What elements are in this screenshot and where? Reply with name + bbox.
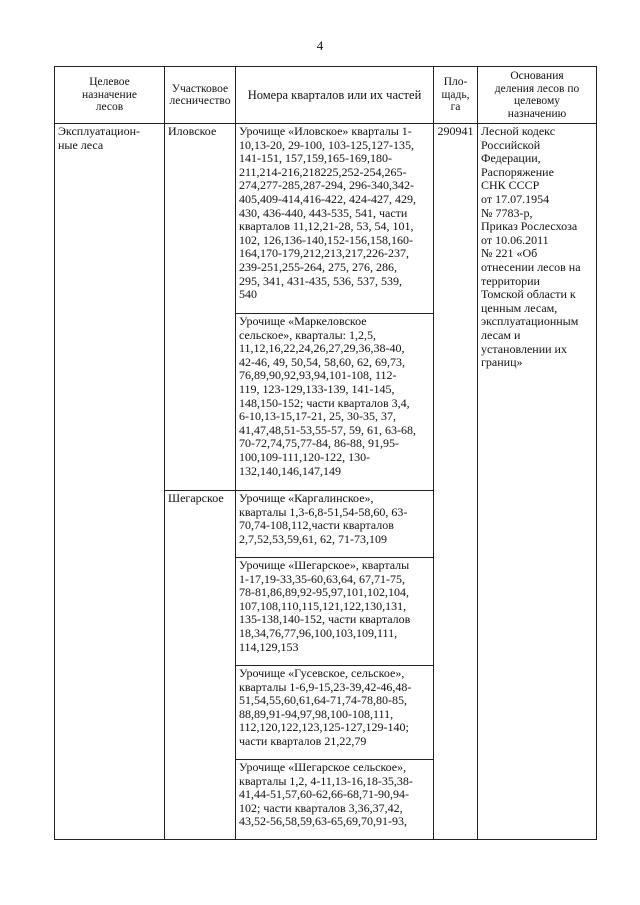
tract-gusevskoe: Урочище «Гусевское, сельское», кварталы 1-6,9-15,23-39,42-46,48- 51,54,55,60,61,64-71,74-78,80-85, 88,89,91-94,97,98,100-108,111, 112,120,122,123,125-127,129-140; части кварталов 21,22,79: [236, 666, 434, 760]
header-district: Участковое лесничество: [165, 67, 236, 124]
basis-cell: Лесной кодекс Российской Федерации, Распоряжение СНК СССР от 17.07.1954 № 7783-р, Приказ Рослесхоза от 10.06.2011 № 221 «Об отнесении лесов на территории Томской области к ценным лесам, эксплуатационным лесам и установлении их границ»: [478, 124, 597, 840]
district-shegarskoe: Шегарское: [165, 491, 236, 840]
table-header-row: [55, 67, 597, 124]
header-quarters: Номера кварталов или их частей: [236, 67, 434, 124]
page-number: 4: [316, 38, 324, 53]
forest-purpose-table: [54, 66, 597, 840]
purpose-cell: Эксплуатацион- ные леса: [55, 124, 165, 840]
district-ilovskoe: Иловское: [165, 124, 236, 491]
tract-kargalinskoe: Урочище «Каргалинское», кварталы 1,3-6,8-51,54-58,60, 63- 70,74-108,112,части кварталов 2,7,52,53,59,61, 62, 71-73,109: [236, 491, 434, 558]
tract-ilovskoe: Урочище «Иловское» кварталы 1- 10,13-20, 29-100, 103-125,127-135, 141-151, 157,159,165-169,180- 211,214-216,218225,252-254,265- 274,277-285,287-294, 296-340,342- 405,409-414,416-422, 424-427, 429, 430, 436-440, 443-535, 541, части кварталов 11,12,21-28, 53, 54, 101, 102, 126,136-140,152-156,158,160- 164,170-179,212,213,217,226-237, 239-251,255-264, 275, 276, 286, 295, 341, 431-435, 536, 537, 539, 540: [236, 124, 434, 314]
table-row: [55, 124, 597, 314]
area-cell: 290941: [434, 124, 478, 840]
tract-shegarskoe-selskoe: Урочище «Шегарское сельское», кварталы 1,2, 4-11,13-16,18-35,38- 41,44-51,57,60-62,66-68,71-90,94- 102; части кварталов 3,36,37,42, 43,52-56,58,59,63-65,69,70,91-93,: [236, 760, 434, 840]
header-purpose: Целевое назначение лесов: [55, 67, 165, 124]
tract-shegarskoe: Урочище «Шегарское», кварталы 1-17,19-33,35-60,63,64, 67,71-75, 78-81,86,89,92-95,97,101,102,104, 107,108,110,115,121,122,130,131, 135-138,140-152, части кварталов 18,34,76,77,96,100,103,109,111, 114,129,153: [236, 558, 434, 666]
header-basis: Основания деления лесов по целевому назначению: [478, 67, 597, 124]
header-area: Пло- щадь, га: [434, 67, 478, 124]
tract-markelovskoe: Урочище «Маркеловское сельское», кварталы: 1,2,5, 11,12,16,22,24,26,27,29,36,38-40, 42-46, 49, 50,54, 58,60, 62, 69,73, 76,89,90,92,93,94,101-108, 112- 119, 123-129,133-139, 141-145, 148,150-152; части кварталов 3,4, 6-10,13-15,17-21, 25, 30-35, 37, 41,47,48,51-53,55-57, 59, 61, 63-68, 70-72,74,75,77-84, 86-88, 91,95- 100,109-111,120-122, 130- 132,140,146,147,149: [236, 314, 434, 491]
